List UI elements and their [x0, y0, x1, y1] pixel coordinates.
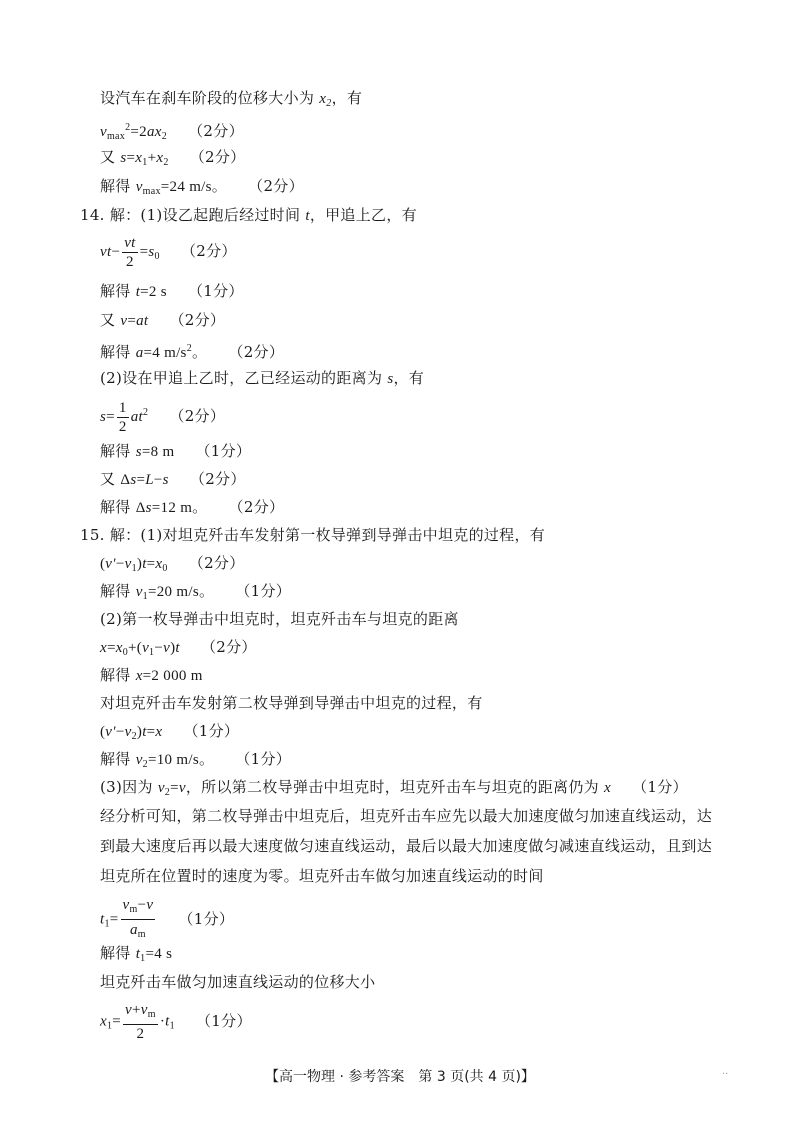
- equation-line: $t_1=$ $\frac{v_m-v}{a_m}$ （1分）: [100, 897, 235, 940]
- question-15-part-2: (2)第一枚导弹击中坦克时，坦克歼击车与坦克的距离: [100, 610, 459, 628]
- question-15-heading: 15. 解：(1)对坦克歼击车发射第一枚导弹到导弹击中坦克的过程，有: [80, 526, 546, 544]
- question-14-heading: 14. 解：(1)设乙起跑后经过时间 t，甲追上乙，有: [80, 206, 417, 224]
- paragraph-line: 经分析可知，第二枚导弹击中坦克后，坦克歼击车应先以最大加速度做匀加速直线运动，达: [100, 807, 713, 825]
- result-line: 解得 Δs=12 m。 （2分）: [100, 498, 285, 516]
- corner-marks: ..: [722, 1066, 729, 1077]
- equation-line: $x=x_0+(v_1-v)t$ （2分）: [100, 638, 257, 658]
- question-15-part-3: (3)因为 $v_2=v$，所以第二枚导弹击中坦克时，坦克歼击车与坦克的距离仍为 x （1分）: [100, 778, 688, 798]
- result-line: 解得 a=4 $m/s^2$。 （2分）: [100, 343, 285, 361]
- equation-line: 又 v=at （2分）: [100, 311, 226, 329]
- equation-line: 又 $s=x_1+x_2$ （2分）: [100, 148, 246, 168]
- equation-line: 又 Δs=L−s （2分）: [100, 470, 246, 488]
- paragraph-line: 坦克所在位置时的速度为零。坦克歼击车做匀加速直线运动的时间: [100, 867, 544, 885]
- paragraph-line: 坦克歼击车做匀加速直线运动的位移大小: [100, 973, 376, 991]
- equation-line: vt− $\frac{vt}{2}$ $=s_0$ （2分）: [100, 234, 237, 270]
- math-x2: $x_2$: [319, 91, 332, 109]
- text-line: 设汽车在刹车阶段的位移大小为 $x_2$，有: [100, 89, 363, 109]
- question-14-part-2: (2)设在甲追上乙时，乙已经运动的距离为 s，有: [100, 369, 425, 387]
- page-footer: 【高一物理 · 参考答案 第 3 页(共 4 页)】: [265, 1069, 535, 1085]
- result-line: 解得 $t_1=4$ s: [100, 944, 173, 964]
- result-line: 解得 $v_{max}=24$ m/s。 （2分）: [100, 177, 304, 197]
- text-line: 对坦克歼击车发射第二枚导弹到导弹击中坦克的过程，有: [100, 694, 483, 712]
- result-line: 解得 $v_2=10$ m/s。 （1分）: [100, 750, 292, 770]
- equation-line: s= $\frac{1}{2}$ $at^2$ （2分）: [100, 399, 226, 435]
- result-line: 解得 s=8 m （1分）: [100, 442, 252, 460]
- paragraph-line: 到最大速度后再以最大速度做匀速直线运动，最后以最大加速度做匀减速直线运动，且到达: [100, 837, 713, 855]
- equation-line: $x_1=$ $\frac{v+v_m}{2}$ $\cdot t_1$ （1分）: [100, 1002, 252, 1042]
- result-line: 解得 $v_1=20$ m/s。 （1分）: [100, 582, 292, 602]
- result-line: 解得 x=2 000 m: [100, 666, 203, 684]
- equation-line: $v_{max}^2=2ax_2$ （2分）: [100, 122, 244, 142]
- result-line: 解得 t=2 s （1分）: [100, 282, 244, 300]
- equation-line: $(v'-v_2)t=x$ （1分）: [100, 722, 240, 742]
- equation-line: $(v'-v_1)t=x_0$ （2分）: [100, 554, 245, 574]
